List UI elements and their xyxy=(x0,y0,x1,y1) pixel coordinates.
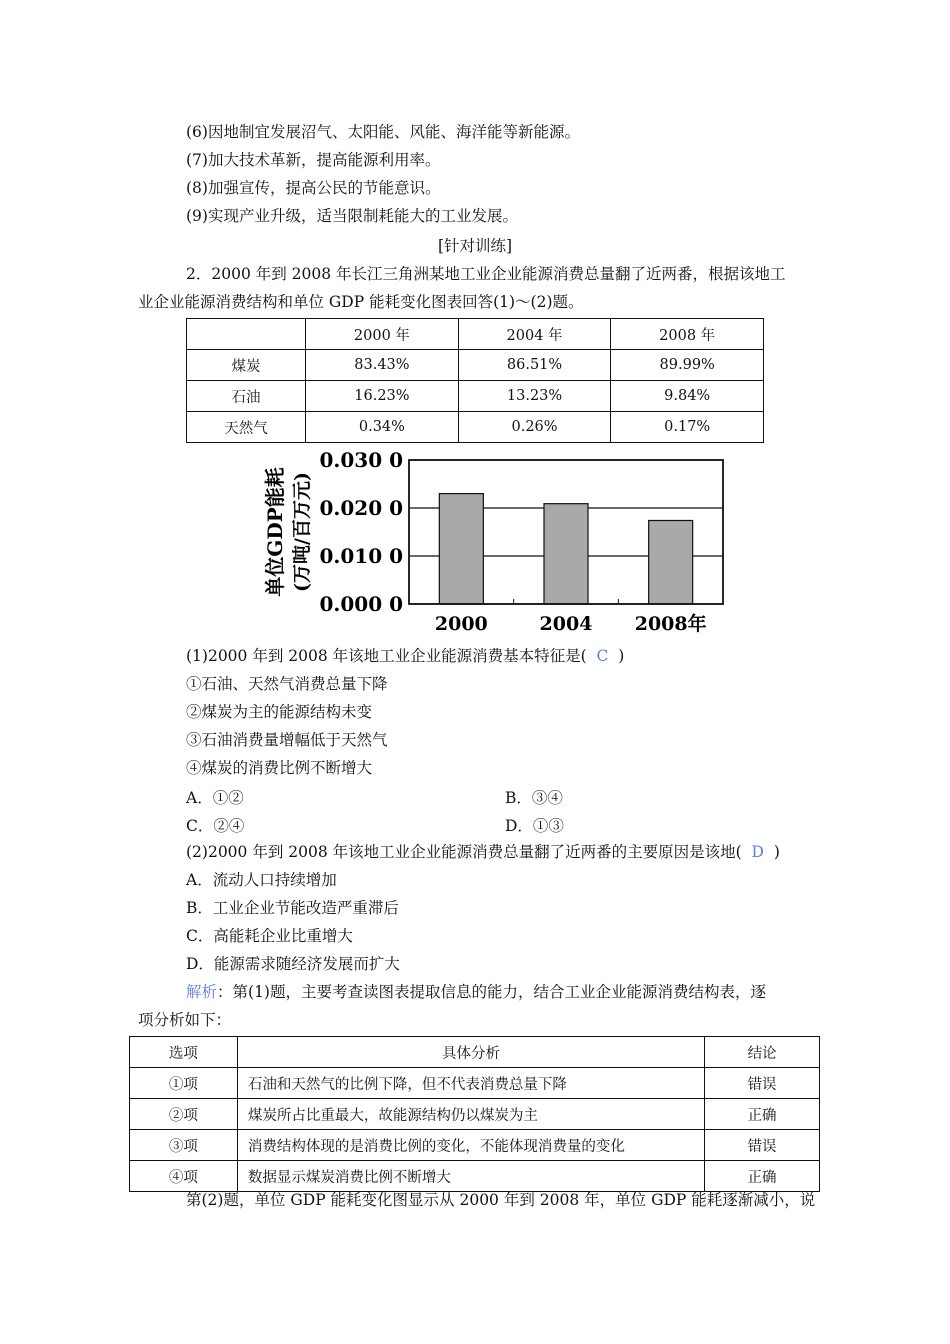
y-tick-label: 0.010 0 xyxy=(319,544,403,568)
q2-close: ) xyxy=(773,843,780,861)
q2-stem-text: (2)2000 年到 2008 年该地工业企业能源消费总量翻了近两番的主要原因是该地( xyxy=(186,843,742,861)
q1-close: ) xyxy=(618,647,625,665)
table-cell: 石油和天然气的比例下降，但不代表消费总量下降 xyxy=(237,1068,704,1099)
q1-option-b: B．③④ xyxy=(505,789,563,807)
table-row xyxy=(187,350,764,381)
table-cell: 石油 xyxy=(187,381,306,412)
table-cell: 煤炭 xyxy=(187,350,306,381)
q2-option-d: D．能源需求随经济发展而扩大 xyxy=(186,955,400,973)
gdp-energy-chart xyxy=(260,452,740,642)
table-cell: ①项 xyxy=(130,1068,238,1099)
bar xyxy=(439,494,483,604)
explanation-line2: 项分析如下： xyxy=(138,1011,232,1029)
table-cell: 消费结构体现的是消费比例的变化，不能体现消费量的变化 xyxy=(237,1130,704,1161)
table-cell: 天然气 xyxy=(187,412,306,443)
q2-option-a: A．流动人口持续增加 xyxy=(186,871,337,889)
table-cell: 煤炭所占比重最大，故能源结构仍以煤炭为主 xyxy=(237,1099,704,1130)
table-cell: 86.51% xyxy=(458,350,611,381)
table-cell: 0.17% xyxy=(611,412,764,443)
table-cell: ②项 xyxy=(130,1099,238,1130)
table-header-row xyxy=(187,319,764,350)
table-cell: 正确 xyxy=(705,1161,820,1192)
table-cell: 9.84% xyxy=(611,381,764,412)
q2-option-b: B．工业企业节能改造严重滞后 xyxy=(186,899,399,917)
y-tick-label: 0.030 0 xyxy=(319,452,403,472)
measure-9: (9)实现产业升级，适当限制耗能大的工业发展。 xyxy=(186,207,518,225)
bar xyxy=(649,520,693,604)
table-cell: 13.23% xyxy=(458,381,611,412)
table-header-cell: 2008 年 xyxy=(611,319,764,350)
q1-statement-1: ①石油、天然气消费总量下降 xyxy=(186,675,388,693)
table-header-row xyxy=(130,1037,820,1068)
x-tick-label: 2000 xyxy=(434,613,488,635)
table-cell: 89.99% xyxy=(611,350,764,381)
q2-stem xyxy=(186,842,780,862)
q1-stem-text: (1)2000 年到 2008 年该地工业企业能源消费基本特征是( xyxy=(186,647,587,665)
table-cell: 83.43% xyxy=(306,350,459,381)
bar xyxy=(544,504,588,604)
y-axis-label-line1: 单位GDP能耗 xyxy=(263,467,287,597)
table-header-cell: 选项 xyxy=(130,1037,238,1068)
table-header-cell: 结论 xyxy=(705,1037,820,1068)
table-header-cell: 2000 年 xyxy=(306,319,459,350)
question-intro-line2: 业企业能源消费结构和单位 GDP 能耗变化图表回答(1)～(2)题。 xyxy=(138,293,584,311)
q1-answer: C xyxy=(596,647,609,665)
y-tick-label: 0.000 0 xyxy=(319,592,403,616)
y-axis-label-line2: (万吨/百万元) xyxy=(291,472,313,592)
table-header-cell xyxy=(187,319,306,350)
table-row xyxy=(187,381,764,412)
table-cell: 0.34% xyxy=(306,412,459,443)
q2-answer: D xyxy=(751,843,764,861)
analysis-table xyxy=(129,1036,820,1192)
table-header-cell: 具体分析 xyxy=(237,1037,704,1068)
table-cell: 错误 xyxy=(705,1068,820,1099)
q1-stem xyxy=(186,646,624,666)
y-tick-label: 0.020 0 xyxy=(319,496,403,520)
section-title: [针对训练] xyxy=(437,237,513,255)
measure-8: (8)加强宣传，提高公民的节能意识。 xyxy=(186,179,441,197)
table-cell: 0.26% xyxy=(458,412,611,443)
x-tick-label: 2004 xyxy=(539,613,593,635)
table-row xyxy=(187,412,764,443)
table-cell: 错误 xyxy=(705,1130,820,1161)
q1-option-d: D．①③ xyxy=(505,817,564,835)
table-cell: 16.23% xyxy=(306,381,459,412)
table-cell: ③项 xyxy=(130,1130,238,1161)
energy-structure-table xyxy=(186,318,764,443)
q1-statement-4: ④煤炭的消费比例不断增大 xyxy=(186,759,373,777)
table-header-cell: 2004 年 xyxy=(458,319,611,350)
q2-option-c: C．高能耗企业比重增大 xyxy=(186,927,353,945)
x-tick-label: 2008年 xyxy=(634,613,707,635)
final-line: 第(2)题，单位 GDP 能耗变化图显示从 2000 年到 2008 年，单位 GDP 能耗逐渐减小，说 xyxy=(186,1191,816,1209)
explanation-line1 xyxy=(186,982,766,1002)
measure-6: (6)因地制宜发展沼气、太阳能、风能、海洋能等新能源。 xyxy=(186,123,580,141)
q1-option-c: C．②④ xyxy=(186,817,245,835)
q1-statement-2: ②煤炭为主的能源结构未变 xyxy=(186,703,373,721)
table-cell: 正确 xyxy=(705,1099,820,1130)
q1-option-a: A．①② xyxy=(186,789,244,807)
measure-7: (7)加大技术革新，提高能源利用率。 xyxy=(186,151,441,169)
table-cell: 数据显示煤炭消费比例不断增大 xyxy=(237,1161,704,1192)
table-row xyxy=(130,1161,820,1192)
table-row xyxy=(130,1068,820,1099)
q1-statement-3: ③石油消费量增幅低于天然气 xyxy=(186,731,388,749)
table-row xyxy=(130,1099,820,1130)
table-row xyxy=(130,1130,820,1161)
explanation-text: ：第(1)题，主要考查读图表提取信息的能力，结合工业企业能源消费结构表，逐 xyxy=(217,983,766,1001)
question-intro-line1: 2．2000 年到 2008 年长江三角洲某地工业企业能源消费总量翻了近两番，根据该地工 xyxy=(186,265,786,283)
explanation-label: 解析 xyxy=(186,983,218,1001)
table-cell: ④项 xyxy=(130,1161,238,1192)
